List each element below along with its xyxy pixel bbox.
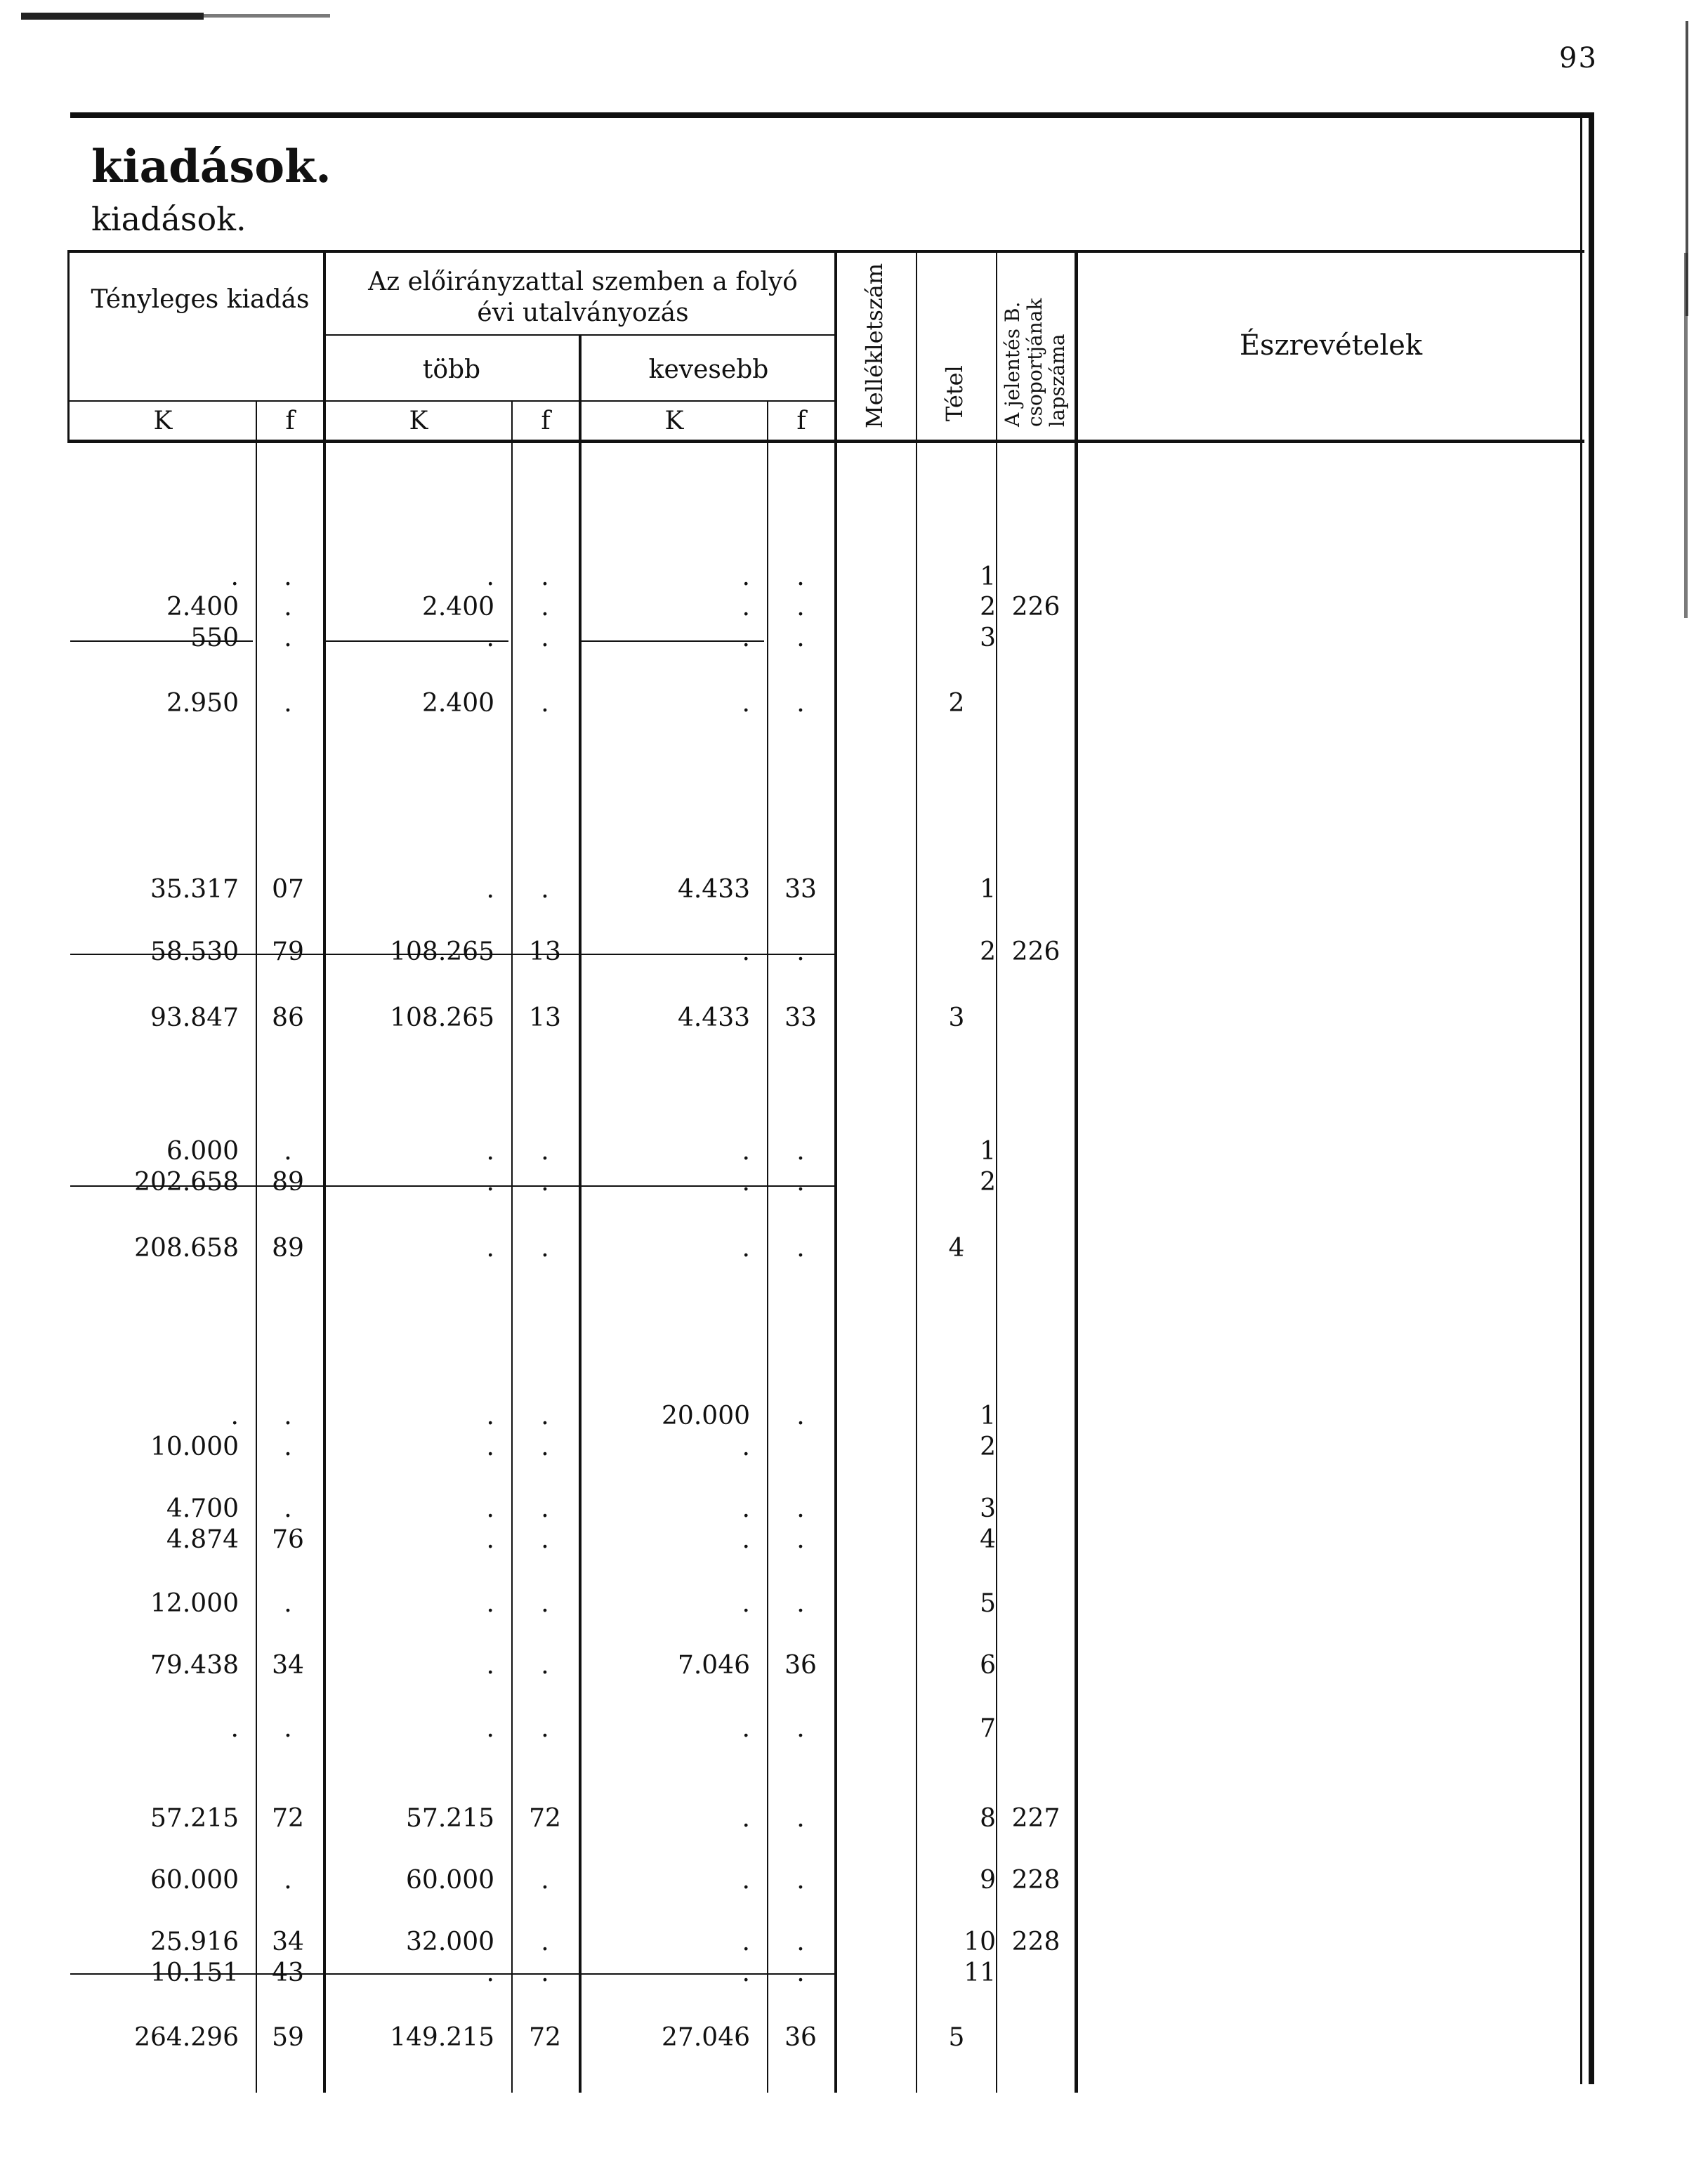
cell-more-f: . [541,1494,549,1523]
cell-actual-k: 4.700 [166,1494,239,1523]
cell-actual-k: 10.151 [150,1959,239,1987]
cell-more-f: . [541,1433,549,1461]
cell-less-f: . [796,1714,805,1743]
cell-actual-k: 79.438 [150,1651,239,1680]
cell-actual-k: . [230,562,239,591]
cell-less-k: . [742,1714,750,1743]
cell-item: 1 [980,1402,996,1430]
cell-item: 1 [980,875,996,904]
col-line [1075,250,1078,2093]
cell-item: 1 [980,1137,996,1166]
col-line [834,250,837,2093]
cell-item: 3 [980,1494,996,1523]
cell-more-k: . [486,1168,494,1197]
cell-more-k: 108.265 [390,937,494,966]
cell-less-f: . [796,1494,805,1523]
header-more: több [422,355,481,384]
cell-item: 7 [980,1714,996,1743]
cell-actual-k: 58.530 [150,937,239,966]
cell-more-k: 57.215 [406,1804,494,1833]
cell-more-f: . [541,1525,549,1554]
cell-item: 6 [980,1651,996,1680]
cell-actual-k: 10.000 [150,1433,239,1461]
cell-actual-f: . [284,689,292,718]
cell-less-k: 4.433 [677,875,750,904]
header-less: kevesebb [648,355,769,384]
header-f: f [796,407,806,435]
cell-more-f: . [541,593,549,621]
cell-more-f: 72 [529,1804,561,1833]
cell-item: 4 [980,1525,996,1554]
cell-less-f: . [796,1402,805,1430]
cell-actual-f: . [284,624,292,652]
col-line [767,400,768,2093]
cell-page: 226 [1011,937,1060,966]
cell-more-k: . [486,624,494,652]
cell-item: 2 [980,593,996,621]
header-bottom-rule [67,440,1584,443]
scan-artifact [21,13,204,20]
cell-less-k: . [742,1959,750,1987]
cell-actual-f: 79 [272,937,304,966]
cell-less-k: . [742,937,750,966]
cell-more-f: . [541,624,549,652]
header-k: K [153,407,173,435]
cell-less-f: . [796,1234,805,1263]
right-frame [1589,118,1594,2084]
cell-more-f: . [541,689,549,718]
cell-total: 2 [948,689,965,718]
cell-actual-k: 12.000 [150,1589,239,1618]
cell-more-k: . [486,1402,494,1430]
cell-less-k: . [742,1494,750,1523]
cell-more-f: . [541,1234,549,1263]
cell-more-k: 149.215 [390,2023,494,2052]
cell-less-k: . [742,562,750,591]
cell-more-k: . [486,1959,494,1987]
cell-actual-f: 89 [272,1168,304,1197]
header-k: K [664,407,684,435]
header-k: K [409,407,428,435]
cell-more-f: . [541,1959,549,1987]
cell-less-k: . [742,1137,750,1166]
page-subtitle: kiadások. [91,200,247,238]
cell-actual-k: 60.000 [150,1866,239,1895]
cell-more-k: . [486,1525,494,1554]
cell-more-f: . [541,1402,549,1430]
cell-actual-k: 202.658 [134,1168,239,1197]
cell-less-f: . [796,624,805,652]
cell-actual-f: . [284,1494,292,1523]
cell-total: 4 [948,1234,965,1263]
cell-less-f: . [796,1137,805,1166]
cell-less-f: . [796,1928,805,1956]
header-actual: Tényleges kiadás [91,285,310,314]
cell-page: 227 [1011,1804,1060,1833]
cell-item: 10 [964,1928,996,1956]
cell-less-k: 20.000 [662,1402,750,1430]
cell-more-k: . [486,1234,494,1263]
cell-more-k: . [486,1651,494,1680]
cell-actual-k: 25.916 [150,1928,239,1956]
cell-actual-f: . [284,1433,292,1461]
cell-actual-k: 550 [190,624,239,652]
cell-actual-k: 2.950 [166,689,239,718]
kf-rule [67,400,836,402]
scan-artifact [1684,253,1688,618]
cell-actual-f: 86 [272,1003,304,1032]
right-frame-inner [1580,118,1582,2084]
cell-less-f: 36 [784,1651,817,1680]
cell-actual-f: . [284,593,292,621]
cell-actual-k: 93.847 [150,1003,239,1032]
cell-actual-f: 59 [272,2023,304,2052]
cell-less-f: . [796,1525,805,1554]
cell-less-k: . [742,1589,750,1618]
cell-actual-f: . [284,1866,292,1895]
cell-more-f: 72 [529,2023,561,2052]
cell-more-f: . [541,1714,549,1743]
cell-actual-f: 34 [272,1651,304,1680]
cell-actual-f: . [284,1402,292,1430]
header-report-page: A jelentés B. csoportjának lapszáma [1001,298,1069,427]
cell-more-k: . [486,1137,494,1166]
cell-less-f: . [796,1804,805,1833]
header-top-rule [67,250,1584,253]
page-number: 93 [1559,42,1598,74]
cell-actual-k: 208.658 [134,1234,239,1263]
cell-actual-f: 34 [272,1928,304,1956]
cell-page: 226 [1011,593,1060,621]
cell-less-k: 27.046 [662,2023,750,2052]
cell-more-k: . [486,1433,494,1461]
cell-less-k: . [742,1928,750,1956]
cell-less-f: 33 [784,875,817,904]
cell-actual-k: 2.400 [166,593,239,621]
cell-actual-f: . [284,1714,292,1743]
cell-actual-f: 89 [272,1234,304,1263]
cell-less-k: . [742,1866,750,1895]
cell-total: 5 [948,2023,965,2052]
col-line [511,400,513,2093]
cell-actual-k: 35.317 [150,875,239,904]
cell-actual-f: . [284,1137,292,1166]
cell-actual-f: . [284,1589,292,1618]
cell-more-k: 60.000 [406,1866,494,1895]
cell-more-k: . [486,562,494,591]
cell-less-k: . [742,1234,750,1263]
cell-actual-f: 43 [272,1959,304,1987]
cell-actual-f: . [284,562,292,591]
cell-more-k: . [486,1494,494,1523]
cell-more-k: . [486,1589,494,1618]
cell-item: 2 [980,1433,996,1461]
cell-page: 228 [1011,1866,1060,1895]
cell-less-f: 33 [784,1003,817,1032]
left-border [67,250,70,443]
cell-less-f: . [796,1959,805,1987]
cell-actual-k: 57.215 [150,1804,239,1833]
cell-more-f: . [541,875,549,904]
cell-more-k: 32.000 [406,1928,494,1956]
page-title: kiadások. [91,140,331,193]
cell-less-k: . [742,624,750,652]
cell-less-k: . [742,1168,750,1197]
cell-more-f: . [541,1651,549,1680]
cell-less-k: . [742,1804,750,1833]
cell-less-f: . [796,1168,805,1197]
cell-less-k: . [742,593,750,621]
cell-less-f: . [796,937,805,966]
cell-less-f: . [796,689,805,718]
scan-artifact [204,14,330,18]
cell-more-k: 2.400 [421,689,494,718]
cell-more-k: . [486,1714,494,1743]
cell-item: 3 [980,624,996,652]
cell-actual-f: 76 [272,1525,304,1554]
cell-item: 9 [980,1866,996,1895]
cell-less-f: . [796,1589,805,1618]
cell-less-f: . [796,593,805,621]
header-f: f [285,407,295,435]
cell-less-k: . [742,1433,750,1461]
cell-item: 5 [980,1589,996,1618]
cell-item: 2 [980,1168,996,1197]
cell-more-f: 13 [529,1003,561,1032]
col-line [916,250,917,2093]
cell-item: 1 [980,562,996,591]
top-rule [70,112,1594,118]
cell-actual-f: 72 [272,1804,304,1833]
header-f: f [541,407,551,435]
cell-more-f: . [541,1928,549,1956]
cell-actual-k: . [230,1714,239,1743]
cell-more-k: 2.400 [421,593,494,621]
cell-more-f: 13 [529,937,561,966]
header-group: Az előirányzattal szemben a folyó évi utalványozás [368,268,798,327]
header-remarks: Észrevételek [1239,329,1423,362]
cell-less-f: . [796,562,805,591]
cell-less-k: . [742,1525,750,1554]
cell-more-f: . [541,1589,549,1618]
cell-less-f: . [796,1866,805,1895]
header-item: Tétel [941,365,968,421]
cell-more-f: . [541,562,549,591]
cell-actual-k: 4.874 [166,1525,239,1554]
cell-less-k: 4.433 [677,1003,750,1032]
cell-more-k: . [486,875,494,904]
cell-actual-k: 264.296 [134,2023,239,2052]
cell-page: 228 [1011,1928,1060,1956]
cell-less-f: 36 [784,2023,817,2052]
cell-actual-f: 07 [272,875,304,904]
cell-item: 8 [980,1804,996,1833]
cell-actual-k: 6.000 [166,1137,239,1166]
header-annex: Mellékletszám [861,263,888,428]
cell-item: 2 [980,937,996,966]
cell-more-f: . [541,1866,549,1895]
cell-total: 3 [948,1003,965,1032]
cell-less-k: . [742,689,750,718]
cell-less-k: 7.046 [677,1651,750,1680]
cell-more-f: . [541,1168,549,1197]
cell-more-k: 108.265 [390,1003,494,1032]
cell-more-f: . [541,1137,549,1166]
cell-item: 11 [964,1959,996,1987]
cell-actual-k: . [230,1402,239,1430]
col-line [256,400,257,2093]
